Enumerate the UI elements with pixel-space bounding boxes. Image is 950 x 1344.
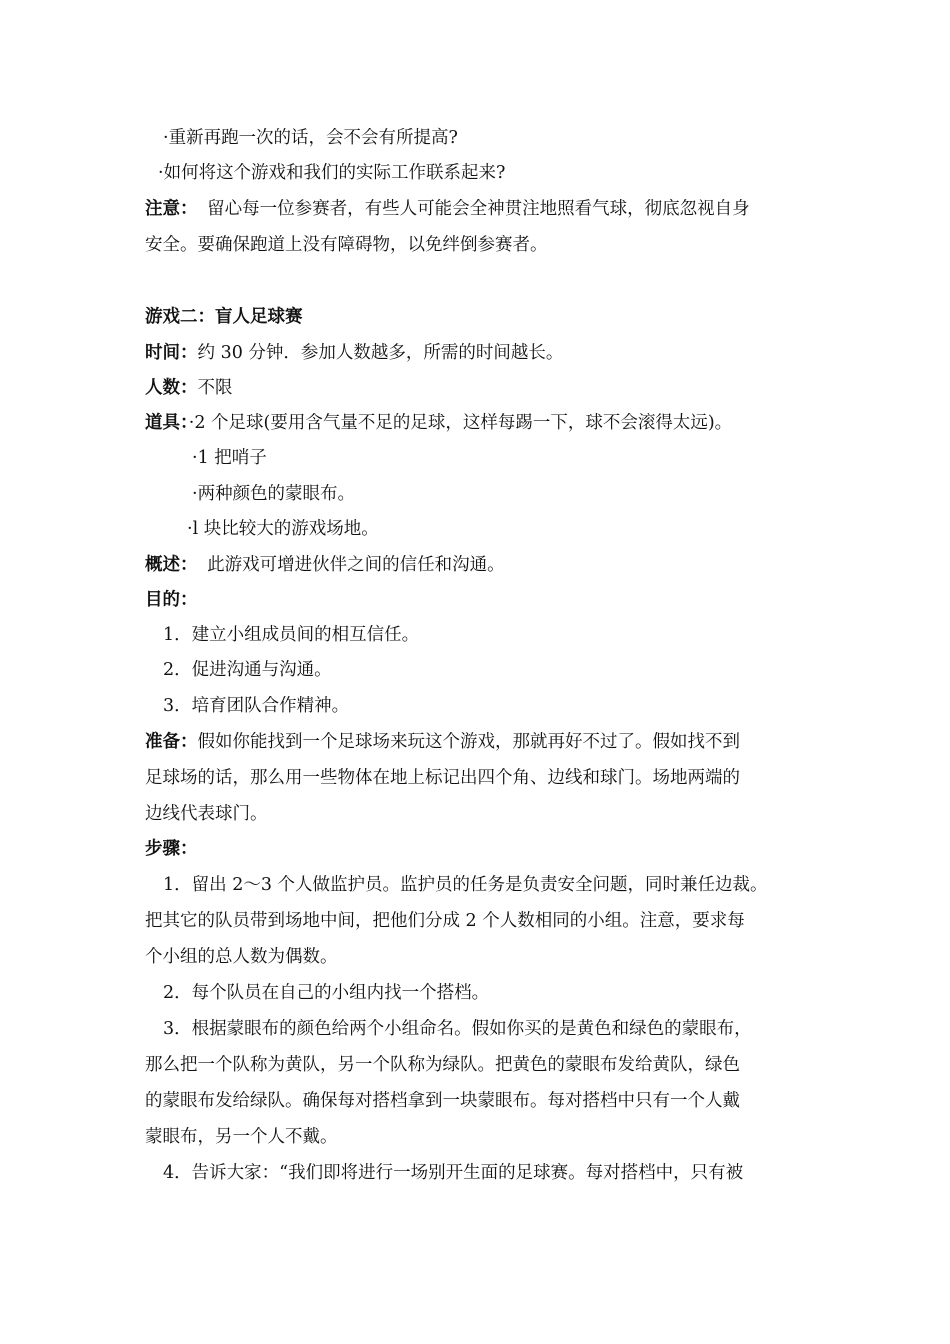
people-text: 不限 (197, 378, 233, 398)
steps-line: 1．留出 2～3 个人做监护员。监护员的任务是负责安全问题，同时兼任边裁。 (163, 875, 768, 895)
prep-label: 准备： (145, 732, 198, 752)
steps-line: 把其它的队员带到场地中间，把他们分成 2 个人数相同的小组。注意，要求每 (145, 911, 745, 931)
time-row (145, 341, 563, 365)
steps-line: 3．根据蒙眼布的颜色给两个小组命名。假如你买的是黄色和绿色的蒙眼布， (163, 1019, 752, 1039)
note-label: 注意： (145, 199, 198, 219)
prep-text-line3: 边线代表球门。 (145, 804, 268, 824)
steps-line: 蒙眼布，另一个人不戴。 (145, 1127, 338, 1147)
game-title: 游戏二：盲人足球赛 (145, 307, 303, 327)
props-row (145, 411, 732, 435)
time-label: 时间： (145, 343, 198, 363)
people-row (145, 376, 233, 400)
steps-line: 的蒙眼布发给绿队。确保每对搭档拿到一块蒙眼布。每对搭档中只有一个人戴 (145, 1091, 740, 1111)
steps-label: 步骤： (145, 839, 198, 859)
props-item: ·l 块比较大的游戏场地。 (187, 519, 379, 539)
question-bullet-2: ·如何将这个游戏和我们的实际工作联系起来? (158, 163, 506, 183)
note-paragraph (145, 197, 750, 221)
note-text-line1: 留心每一位参赛者，有些人可能会全神贯注地照看气球，彻底忽视自身 (207, 199, 750, 219)
note-text-line2: 安全。要确保跑道上没有障碍物，以免绊倒参赛者。 (145, 235, 548, 255)
steps-line: 4．告诉大家：“我们即将进行一场别开生面的足球赛。每对搭档中，只有被 (163, 1163, 744, 1183)
props-item: ·两种颜色的蒙眼布。 (192, 484, 356, 504)
overview-label: 概述： (145, 555, 198, 575)
props-item: ·1 把哨子 (192, 448, 267, 468)
prep-text-line1: 假如你能找到一个足球场来玩这个游戏，那就再好不过了。假如找不到 (197, 732, 740, 752)
overview-row (145, 553, 505, 577)
purpose-item: 1．建立小组成员间的相互信任。 (163, 625, 420, 645)
prep-text-line2: 足球场的话，那么用一些物体在地上标记出四个角、边线和球门。场地两端的 (145, 768, 740, 788)
steps-line: 那么把一个队称为黄队，另一个队称为绿队。把黄色的蒙眼布发给黄队，绿色 (145, 1055, 740, 1075)
props-item: ·2 个足球(要用含气量不足的足球，这样每踢一下，球不会滚得太远)。 (188, 413, 733, 433)
purpose-item: 3．培育团队合作精神。 (163, 696, 350, 716)
purpose-item: 2．促进沟通与沟通。 (163, 660, 332, 680)
prep-paragraph (145, 730, 740, 754)
people-label: 人数： (145, 378, 198, 398)
steps-line: 2．每个队员在自己的小组内找一个搭档。 (163, 983, 490, 1003)
purpose-label: 目的： (145, 590, 198, 610)
question-bullet-1: ·重新再跑一次的话，会不会有所提高? (163, 128, 458, 148)
overview-text: 此游戏可增进伙伴之间的信任和沟通。 (207, 555, 505, 575)
steps-line: 个小组的总人数为偶数。 (145, 947, 338, 967)
time-text: 约 30 分钟．参加人数越多，所需的时间越长。 (197, 343, 564, 363)
props-label: 道具： (145, 413, 189, 433)
